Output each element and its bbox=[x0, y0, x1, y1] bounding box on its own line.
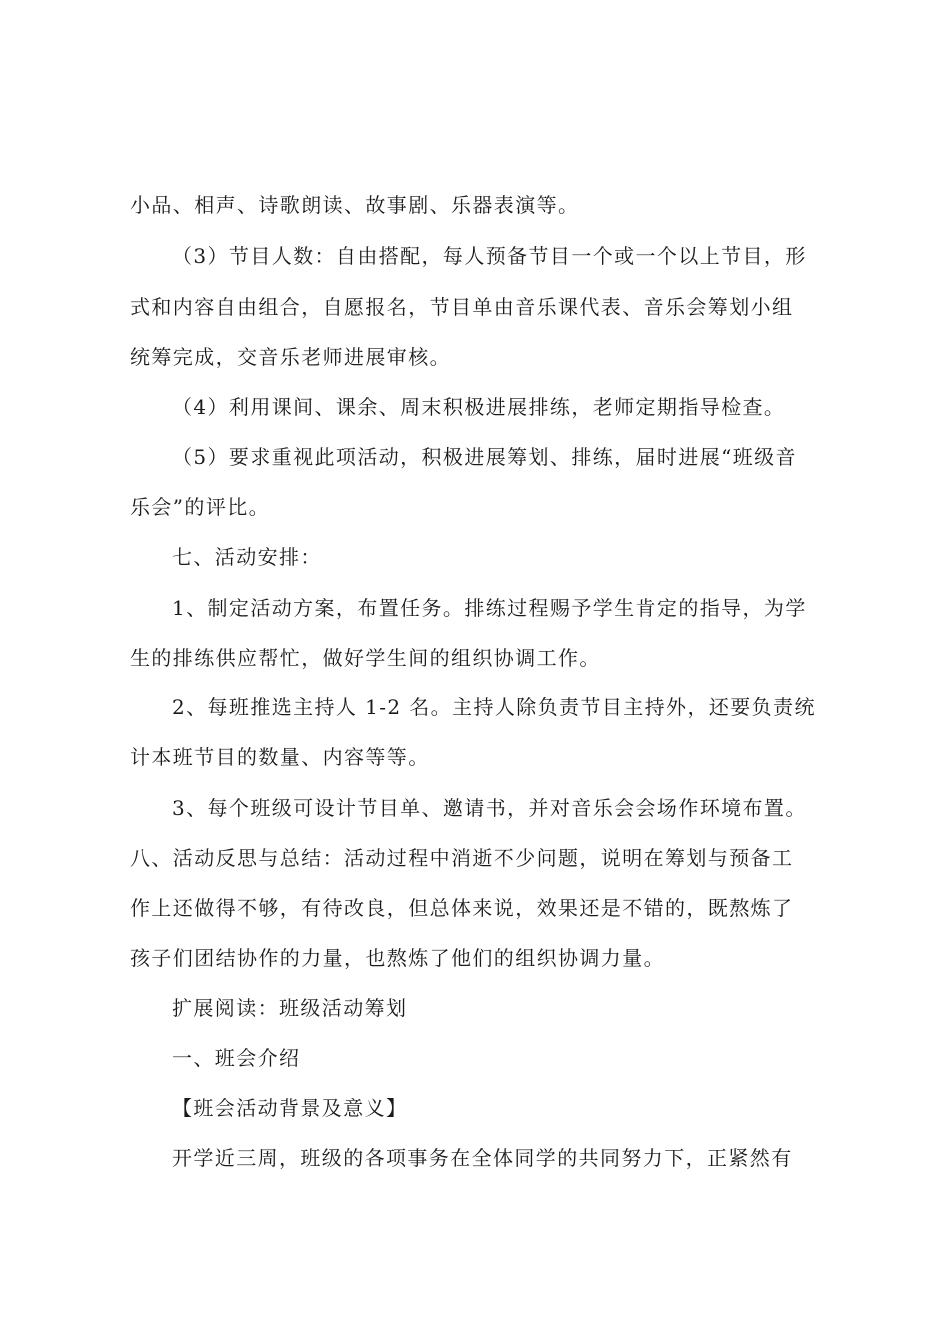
paragraph-line: 八、活动反思与总结：活动过程中消逝不少问题，说明在筹划与预备工 bbox=[130, 846, 794, 870]
paragraph-line: 乐会”的评比。 bbox=[130, 495, 271, 519]
paragraph-line: （4）利用课间、课余、周末积极进展排练，老师定期指导检查。 bbox=[172, 395, 786, 419]
section-heading: 七、活动安排： bbox=[172, 545, 322, 569]
paragraph-line: （3）节目人数：自由搭配，每人预备节目一个或一个以上节目，形 bbox=[172, 244, 807, 268]
paragraph-line: 开学近三周，班级的各项事务在全体同学的共同努力下，正紧然有 bbox=[172, 1146, 793, 1170]
paragraph-line: 式和内容自由组合，自愿报名，节目单由音乐课代表、音乐会筹划小组 bbox=[130, 295, 794, 319]
section-heading: 一、班会介绍 bbox=[172, 1046, 301, 1070]
paragraph-line: 1、制定活动方案，布置任务。排练过程赐予学生肯定的指导，为学 bbox=[172, 596, 807, 620]
paragraph-line: 计本班节目的数量、内容等等。 bbox=[130, 745, 430, 769]
paragraph-line: 统筹完成，交音乐老师进展审核。 bbox=[130, 345, 451, 369]
subsection-heading: 【班会活动背景及意义】 bbox=[172, 1096, 408, 1120]
paragraph-line: 2、每班推选主持人 1-2 名。主持人除负责节目主持外，还要负责统 bbox=[172, 695, 816, 719]
paragraph-line: 生的排练供应帮忙，做好学生间的组织协调工作。 bbox=[130, 646, 601, 670]
paragraph-line: 3、每个班级可设计节目单、邀请书，并对音乐会会场作环境布置。 bbox=[172, 796, 807, 820]
paragraph-line: 作上还做得不够，有待改良，但总体来说，效果还是不错的，既熬炼了 bbox=[130, 896, 794, 920]
paragraph-line: （5）要求重视此项活动，积极进展筹划、排练，届时进展“班级音 bbox=[172, 445, 797, 469]
paragraph-line: 小品、相声、诗歌朗读、故事剧、乐器表演等。 bbox=[130, 193, 580, 217]
paragraph-line: 孩子们团结协作的力量，也熬炼了他们的组织协调力量。 bbox=[130, 946, 665, 970]
section-heading: 扩展阅读：班级活动筹划 bbox=[172, 996, 408, 1020]
